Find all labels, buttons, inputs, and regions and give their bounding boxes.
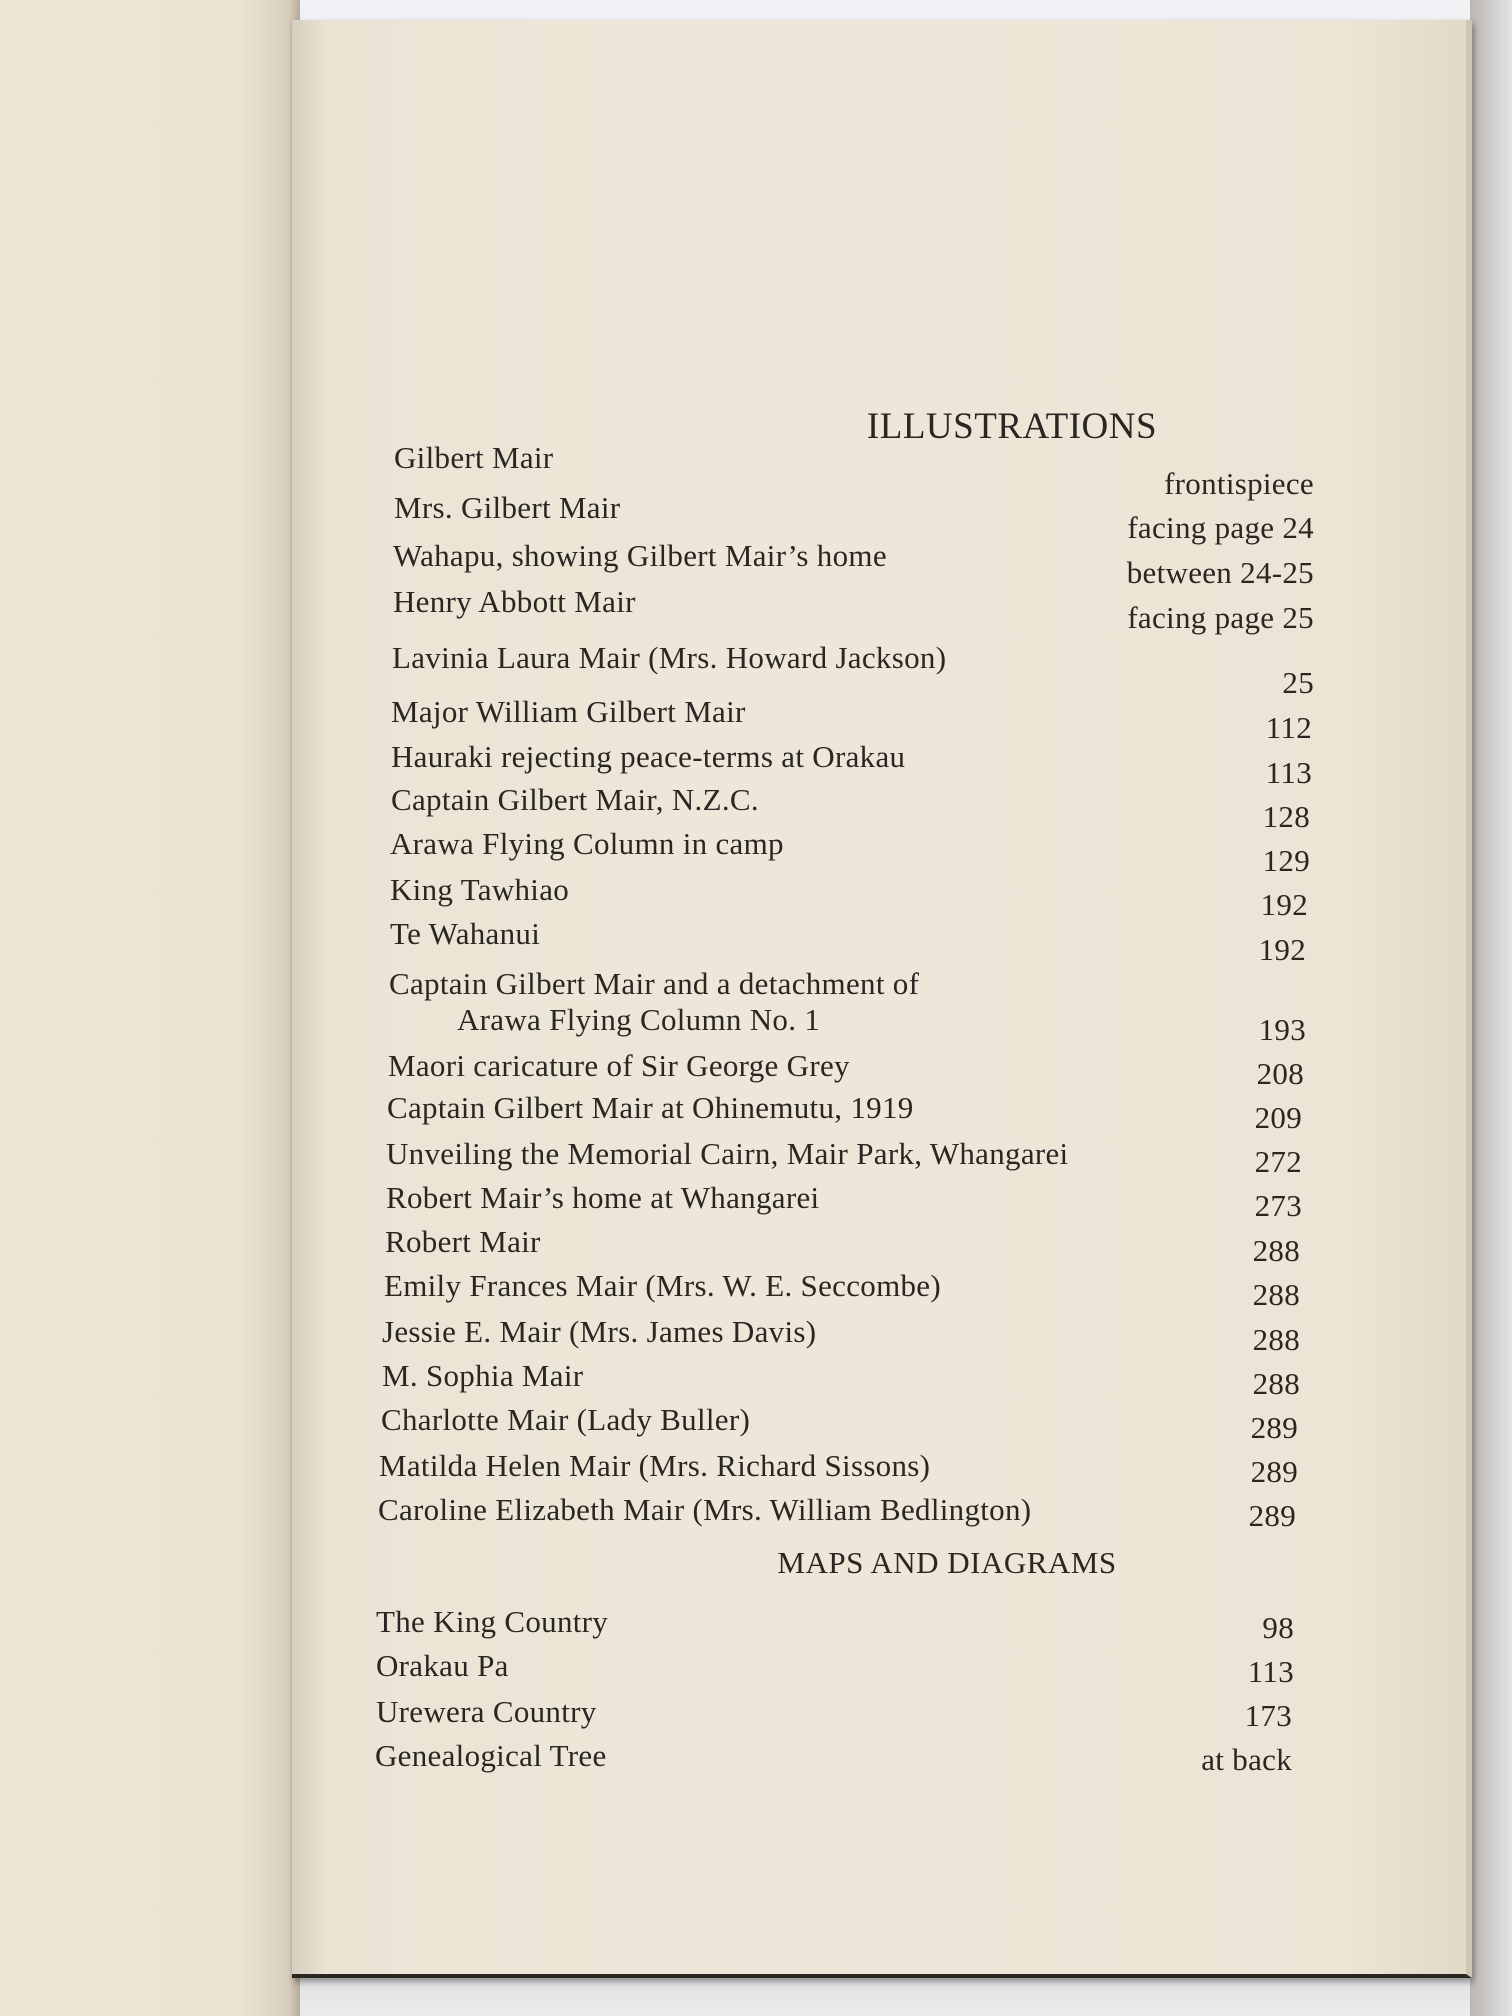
book-page bbox=[292, 20, 1472, 1978]
illustration-page: facing page 25 bbox=[1127, 600, 1314, 635]
illustration-page: 193 bbox=[1258, 1012, 1306, 1047]
illustrations-heading: ILLUSTRATIONS bbox=[866, 406, 1158, 447]
background-right bbox=[1470, 0, 1512, 2016]
illustration-page: frontispiece bbox=[1164, 466, 1314, 501]
illustration-title: Captain Gilbert Mair at Ohinemutu, 1919 bbox=[387, 1090, 914, 1125]
illustration-title: Henry Abbott Mair bbox=[393, 584, 636, 619]
illustration-title-continued: Arawa Flying Column No. 1 bbox=[457, 1002, 821, 1037]
illustration-title: Matilda Helen Mair (Mrs. Richard Sissons) bbox=[379, 1448, 931, 1483]
illustration-page: 288 bbox=[1252, 1233, 1300, 1268]
illustration-title: Gilbert Mair bbox=[394, 440, 554, 475]
illustration-title: Te Wahanui bbox=[390, 916, 541, 951]
map-title: The King Country bbox=[376, 1604, 609, 1639]
illustration-page: between 24-25 bbox=[1126, 555, 1314, 590]
illustration-title: Jessie E. Mair (Mrs. James Davis) bbox=[382, 1314, 817, 1349]
illustration-title: Wahapu, showing Gilbert Mair’s home bbox=[393, 538, 887, 573]
illustration-page: 288 bbox=[1252, 1366, 1300, 1401]
illustration-page: 113 bbox=[1265, 755, 1312, 790]
map-page: 113 bbox=[1247, 1654, 1294, 1689]
illustration-page: 128 bbox=[1262, 799, 1310, 834]
illustration-title: Captain Gilbert Mair and a detachment of bbox=[389, 966, 920, 1001]
map-title: Urewera Country bbox=[376, 1694, 597, 1729]
illustration-page: 289 bbox=[1250, 1454, 1298, 1489]
illustration-title: Hauraki rejecting peace-terms at Orakau bbox=[391, 739, 906, 774]
illustration-title: Lavinia Laura Mair (Mrs. Howard Jackson) bbox=[392, 640, 947, 675]
map-title: Genealogical Tree bbox=[375, 1738, 607, 1773]
illustration-title: Charlotte Mair (Lady Buller) bbox=[381, 1402, 751, 1437]
illustration-page: 25 bbox=[1282, 665, 1314, 700]
map-page: 173 bbox=[1244, 1698, 1292, 1733]
illustration-page: 209 bbox=[1254, 1100, 1302, 1135]
illustration-page: 289 bbox=[1248, 1498, 1296, 1533]
illustration-title: Caroline Elizabeth Mair (Mrs. William Bedlington) bbox=[378, 1492, 1032, 1527]
illustration-page: 272 bbox=[1254, 1144, 1302, 1179]
illustration-title: Robert Mair bbox=[385, 1224, 541, 1259]
illustration-title: Unveiling the Memorial Cairn, Mair Park, Whangarei bbox=[386, 1136, 1069, 1171]
illustration-page: 129 bbox=[1262, 843, 1310, 878]
map-page: 98 bbox=[1262, 1610, 1294, 1645]
illustration-title: Major William Gilbert Mair bbox=[391, 694, 746, 729]
left-page-leaf bbox=[0, 0, 300, 2016]
illustration-title: Mrs. Gilbert Mair bbox=[394, 490, 621, 525]
illustration-page: 288 bbox=[1252, 1277, 1300, 1312]
illustration-page: 208 bbox=[1256, 1056, 1304, 1091]
map-title: Orakau Pa bbox=[376, 1648, 509, 1683]
illustration-title: Arawa Flying Column in camp bbox=[390, 826, 784, 861]
illustration-page: 112 bbox=[1265, 710, 1312, 745]
maps-heading: MAPS AND DIAGRAMS bbox=[777, 1545, 1117, 1580]
illustration-page: facing page 24 bbox=[1127, 510, 1314, 545]
map-page: at back bbox=[1201, 1742, 1292, 1777]
illustration-page: 192 bbox=[1258, 932, 1306, 967]
illustration-page: 273 bbox=[1254, 1188, 1302, 1223]
illustration-title: Emily Frances Mair (Mrs. W. E. Seccombe) bbox=[384, 1268, 941, 1303]
illustration-title: Captain Gilbert Mair, N.Z.C. bbox=[391, 782, 759, 817]
illustration-title: Robert Mair’s home at Whangarei bbox=[386, 1180, 820, 1215]
illustration-title: Maori caricature of Sir George Grey bbox=[388, 1048, 850, 1083]
illustration-page: 289 bbox=[1250, 1410, 1298, 1445]
illustration-title: King Tawhiao bbox=[390, 872, 570, 907]
illustration-page: 192 bbox=[1260, 887, 1308, 922]
illustration-page: 288 bbox=[1252, 1322, 1300, 1357]
illustration-title: M. Sophia Mair bbox=[382, 1358, 584, 1393]
